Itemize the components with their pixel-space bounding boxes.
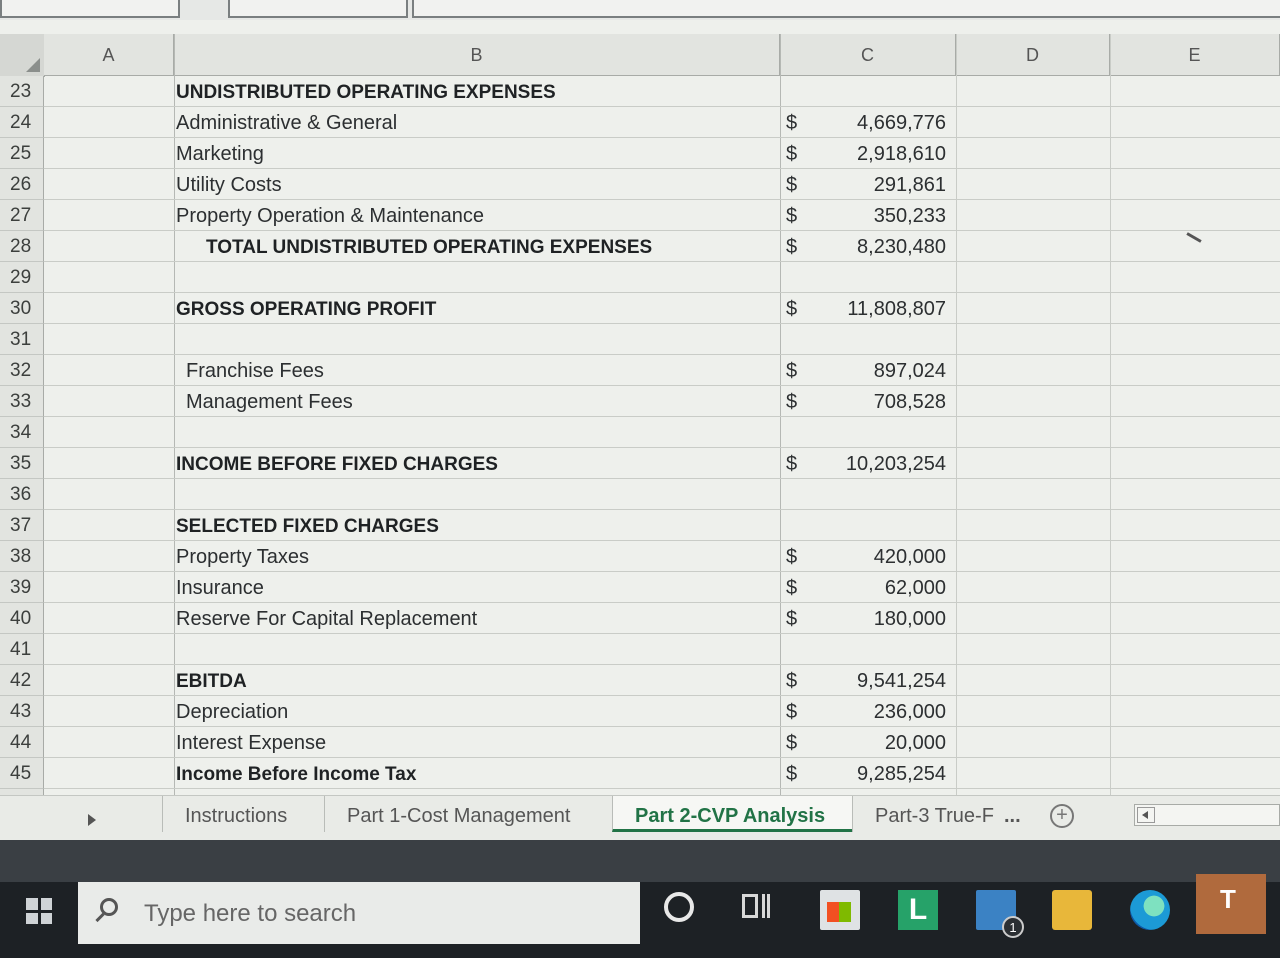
currency-symbol: $ (786, 143, 798, 165)
mail-badge: 1 (1002, 916, 1024, 938)
amount-cell[interactable]: 897,024 (873, 360, 946, 382)
table-row (44, 634, 1280, 665)
row-header[interactable]: 26 (0, 169, 44, 200)
row-label-cell[interactable]: Administrative & General (176, 112, 398, 134)
windows-start-icon[interactable] (26, 898, 52, 924)
column-header-b[interactable]: B (174, 34, 780, 76)
row-header[interactable]: 31 (0, 324, 44, 355)
search-icon (100, 898, 118, 916)
edge-browser-icon[interactable] (1130, 890, 1170, 930)
row-header[interactable]: 44 (0, 727, 44, 758)
function-box[interactable] (228, 0, 408, 18)
row-label-cell[interactable]: Insurance (176, 577, 264, 599)
cortana-icon[interactable] (664, 892, 694, 922)
l-app-icon[interactable]: L (898, 890, 938, 930)
row-label-cell[interactable]: Reserve For Capital Replacement (176, 608, 478, 630)
name-box[interactable] (0, 0, 180, 18)
row-header[interactable]: 38 (0, 541, 44, 572)
row-label-cell[interactable]: Utility Costs (176, 174, 282, 196)
currency-symbol: $ (786, 577, 798, 599)
row-header[interactable]: 27 (0, 200, 44, 231)
row-label-cell[interactable]: Income Before Income Tax (176, 764, 417, 785)
task-view-icon[interactable] (740, 890, 780, 930)
store-icon[interactable] (820, 890, 860, 930)
currency-symbol: $ (786, 360, 798, 382)
currency-symbol: $ (786, 670, 798, 692)
amount-cell[interactable]: 350,233 (873, 205, 946, 227)
amount-cell[interactable]: 2,918,610 (857, 143, 946, 165)
row-header[interactable]: 36 (0, 479, 44, 510)
top-strip (0, 0, 1280, 20)
column-header-a[interactable]: A (44, 34, 174, 76)
column-header-d[interactable]: D (956, 34, 1110, 76)
taskbar-search-box[interactable] (78, 882, 640, 944)
amount-cell[interactable]: 4,669,776 (857, 112, 946, 134)
select-all-button[interactable] (0, 34, 45, 77)
tab-part-3-true-false[interactable]: Part-3 True-F (852, 796, 1012, 832)
row-label-cell[interactable]: Interest Expense (176, 732, 327, 754)
table-row (44, 262, 1280, 293)
row-header[interactable]: 39 (0, 572, 44, 603)
search-placeholder: Type here to search (144, 900, 357, 927)
amount-cell[interactable]: 9,541,254 (857, 670, 946, 692)
row-header[interactable]: 40 (0, 603, 44, 634)
currency-symbol: $ (786, 546, 798, 568)
currency-symbol: $ (786, 205, 798, 227)
row-header[interactable]: 23 (0, 76, 44, 107)
scroll-left-icon[interactable] (1137, 807, 1155, 823)
row-label-cell[interactable]: SELECTED FIXED CHARGES (176, 516, 439, 537)
tab-instructions[interactable]: Instructions (162, 796, 324, 832)
row-label-cell[interactable]: GROSS OPERATING PROFIT (176, 299, 437, 320)
column-header-c[interactable]: C (780, 34, 956, 76)
currency-symbol: $ (786, 763, 798, 785)
row-label-cell[interactable]: TOTAL UNDISTRIBUTED OPERATING EXPENSES (206, 237, 653, 258)
row-header[interactable]: 35 (0, 448, 44, 479)
currency-symbol: $ (786, 298, 798, 320)
amount-cell[interactable]: 236,000 (873, 701, 946, 723)
mail-icon[interactable] (976, 890, 1017, 935)
currency-symbol: $ (786, 391, 798, 413)
row-label-cell[interactable]: INCOME BEFORE FIXED CHARGES (176, 454, 498, 475)
currency-symbol: $ (786, 174, 798, 196)
row-label-cell[interactable]: Management Fees (186, 391, 353, 413)
amount-cell[interactable]: 11,808,807 (847, 298, 946, 320)
row-header[interactable]: 28 (0, 231, 44, 262)
currency-symbol: $ (786, 732, 798, 754)
table-row (44, 324, 1280, 355)
row-header[interactable]: 30 (0, 293, 44, 324)
currency-symbol: $ (786, 453, 798, 475)
amount-cell[interactable]: 62,000 (884, 577, 946, 599)
sheet-tab-bar (0, 795, 1280, 841)
row-label-cell[interactable]: UNDISTRIBUTED OPERATING EXPENSES (176, 82, 556, 103)
add-sheet-icon[interactable]: + (1050, 804, 1074, 828)
amount-cell[interactable]: 708,528 (873, 391, 946, 413)
currency-symbol: $ (786, 236, 798, 258)
amount-cell[interactable]: 420,000 (873, 546, 946, 568)
row-header[interactable]: 25 (0, 138, 44, 169)
more-tabs-button[interactable]: ... (1004, 805, 1021, 827)
amount-cell[interactable]: 9,285,254 (857, 763, 946, 785)
row-header[interactable]: 37 (0, 510, 44, 541)
window-bottom-gap (0, 840, 1280, 882)
row-label-cell[interactable]: Franchise Fees (186, 360, 324, 382)
table-row (44, 479, 1280, 510)
row-header[interactable]: 34 (0, 417, 44, 448)
currency-symbol: $ (786, 112, 798, 134)
tab-scroll-right-icon[interactable] (88, 814, 96, 826)
row-header[interactable]: 33 (0, 386, 44, 417)
currency-symbol: $ (786, 608, 798, 630)
row-header[interactable]: 29 (0, 262, 44, 293)
row-label-cell[interactable]: Property Taxes (176, 546, 310, 568)
row-label-cell[interactable]: Depreciation (176, 701, 289, 723)
amount-cell[interactable]: 291,861 (873, 174, 946, 196)
row-label-cell[interactable]: EBITDA (176, 671, 247, 692)
row-header[interactable]: 32 (0, 355, 44, 386)
spreadsheet-grid[interactable] (0, 20, 1280, 795)
amount-cell[interactable]: 10,203,254 (845, 453, 946, 475)
horizontal-scrollbar[interactable] (1134, 804, 1280, 826)
column-header-e[interactable]: E (1110, 34, 1280, 76)
file-explorer-icon[interactable] (1052, 890, 1092, 930)
tab-part-2-cvp-analysis[interactable]: Part 2-CVP Analysis (612, 796, 852, 832)
teams-icon[interactable] (1196, 874, 1266, 934)
row-header[interactable]: 42 (0, 665, 44, 696)
windows-taskbar (0, 882, 1280, 958)
row-label-cell[interactable]: Marketing (176, 143, 264, 165)
amount-cell[interactable]: 20,000 (884, 732, 946, 754)
amount-cell[interactable]: 8,230,480 (857, 236, 946, 258)
tab-part-1-cost-management[interactable]: Part 1-Cost Management (324, 796, 612, 832)
row-label-cell[interactable]: Property Operation & Maintenance (176, 205, 484, 227)
row-header[interactable]: 45 (0, 758, 44, 789)
table-row (44, 417, 1280, 448)
amount-cell[interactable]: 180,000 (873, 608, 946, 630)
formula-bar[interactable] (412, 0, 1280, 18)
row-header[interactable]: 24 (0, 107, 44, 138)
row-header[interactable]: 41 (0, 634, 44, 665)
row-header[interactable]: 43 (0, 696, 44, 727)
currency-symbol: $ (786, 701, 798, 723)
